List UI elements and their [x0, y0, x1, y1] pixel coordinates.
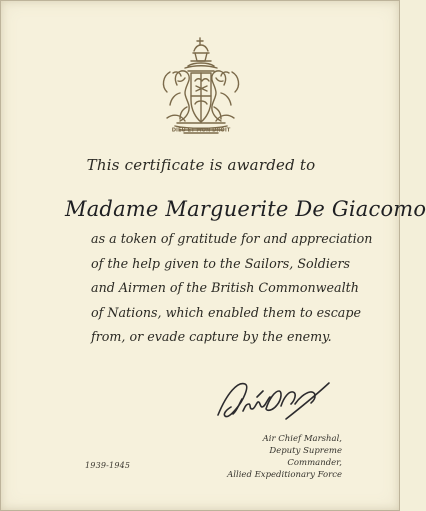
motto-ribbon: DIEU ET MON DROIT	[171, 127, 231, 134]
certificate-body	[91, 227, 373, 350]
signature-title	[222, 433, 342, 481]
signature-title-line: Air Chief Marshal,	[262, 434, 342, 444]
handwritten-signature-icon	[209, 373, 337, 427]
certificate-intro: This certificate is awarded to	[86, 156, 316, 174]
certificate-body-line: and Airmen of the British Commonwealth	[91, 280, 359, 296]
certificate-body-line: from, or evade capture by the enemy.	[91, 329, 332, 345]
certificate-date: 1939-1945	[85, 461, 131, 470]
certificate-body-line: of Nations, which enabled them to escape	[91, 304, 361, 320]
recipient-name: Madame Marguerite De Giacomo	[65, 197, 426, 221]
royal-coat-of-arms-icon	[150, 37, 252, 141]
certificate-body-line: of the help given to the Sailors, Soldiers	[91, 255, 351, 271]
signature-title-line: Allied Expeditionary Force	[227, 470, 342, 480]
signature-title-line: Deputy Supreme Commander,	[269, 446, 342, 468]
certificate-body-line: as a token of gratitude for and appreciation	[91, 231, 373, 246]
